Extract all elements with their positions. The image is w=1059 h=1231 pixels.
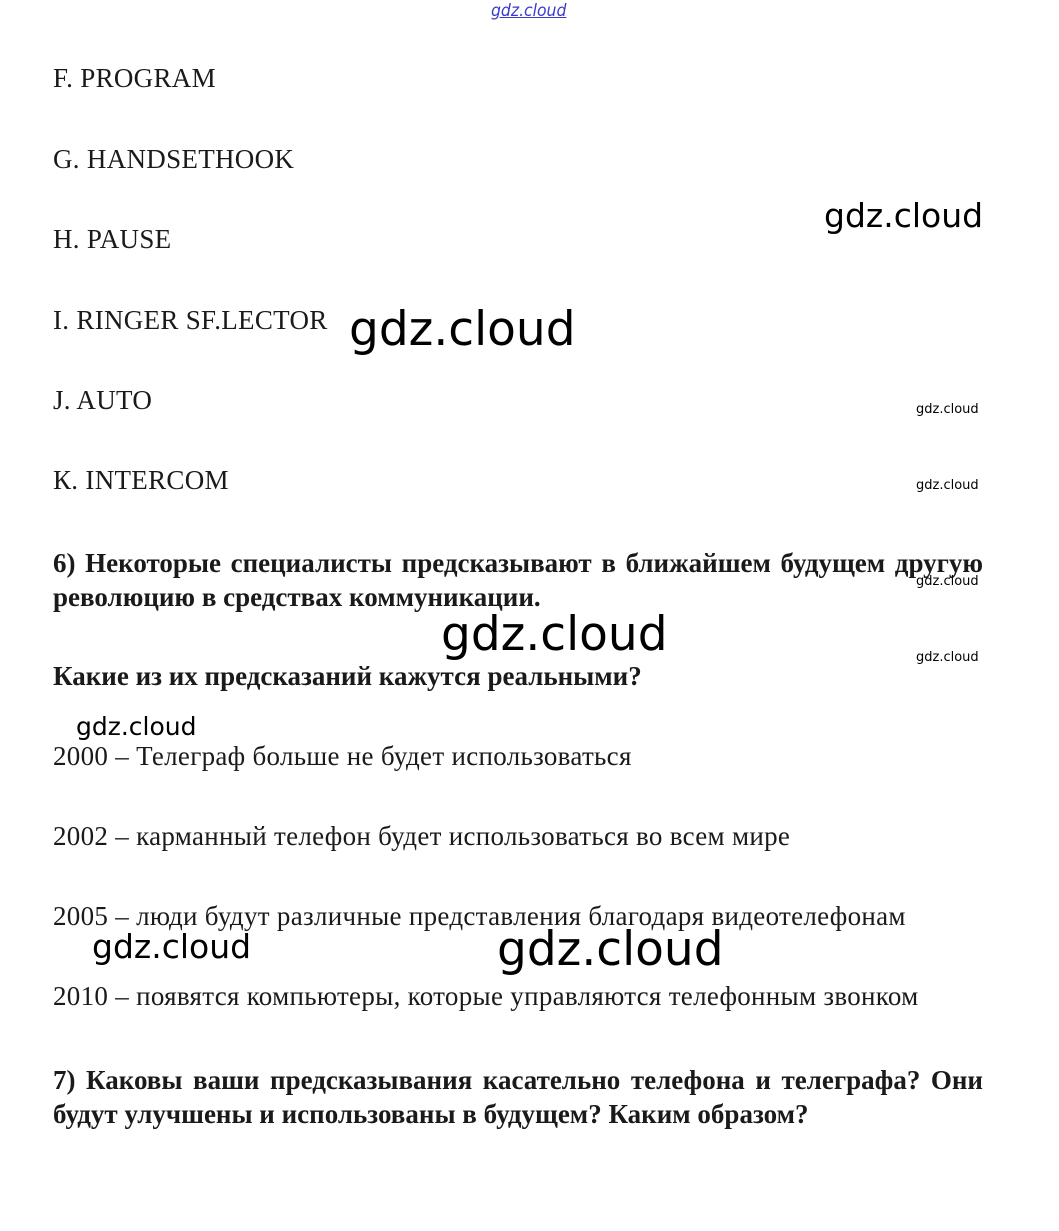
watermark: gdz.cloud: [441, 607, 668, 662]
list-item-handsethook: G. HANDSETHOOK: [53, 144, 295, 174]
task6-subquestion: Какие из их предсказаний кажутся реальными?: [53, 661, 642, 691]
task6-question: 6) Некоторые специалисты предсказывают в ближайшем будущем другую революцию в средствах коммуникации.: [53, 548, 983, 612]
watermark: gdz.cloud: [349, 302, 576, 357]
watermark: gdz.cloud: [916, 402, 979, 417]
prediction-2005: 2005 – люди будут различные представления благодаря видеотелефонам: [53, 901, 906, 931]
watermark: gdz.cloud: [916, 478, 979, 493]
watermark: gdz.cloud: [497, 922, 724, 977]
task7-question: 7) Каковы ваши предсказывания касательно телефона и телеграфа? Они будут улучшены и использованы в будущем? Каким образом?: [53, 1065, 983, 1129]
prediction-2002: 2002 – карманный телефон будет использоваться во всем мире: [53, 821, 791, 851]
list-item-ringer-selector: I. RINGER SF.LECTOR: [53, 305, 328, 335]
site-link[interactable]: gdz.cloud: [491, 1, 567, 21]
watermark: gdz.cloud: [76, 712, 197, 741]
list-item-program: F. PROGRAM: [53, 63, 216, 93]
watermark: gdz.cloud: [92, 927, 252, 966]
watermark: gdz.cloud: [916, 574, 979, 589]
list-item-intercom: К. INTERCOM: [53, 465, 229, 495]
list-item-pause: H. PAUSE: [53, 224, 172, 254]
prediction-2000: 2000 – Телеграф больше не будет использоваться: [53, 741, 632, 771]
watermark: gdz.cloud: [824, 196, 984, 235]
prediction-2010: 2010 – появятся компьютеры, которые управляются телефонным звонком: [53, 981, 919, 1011]
watermark: gdz.cloud: [916, 650, 979, 665]
list-item-auto: J. AUTO: [53, 385, 153, 415]
